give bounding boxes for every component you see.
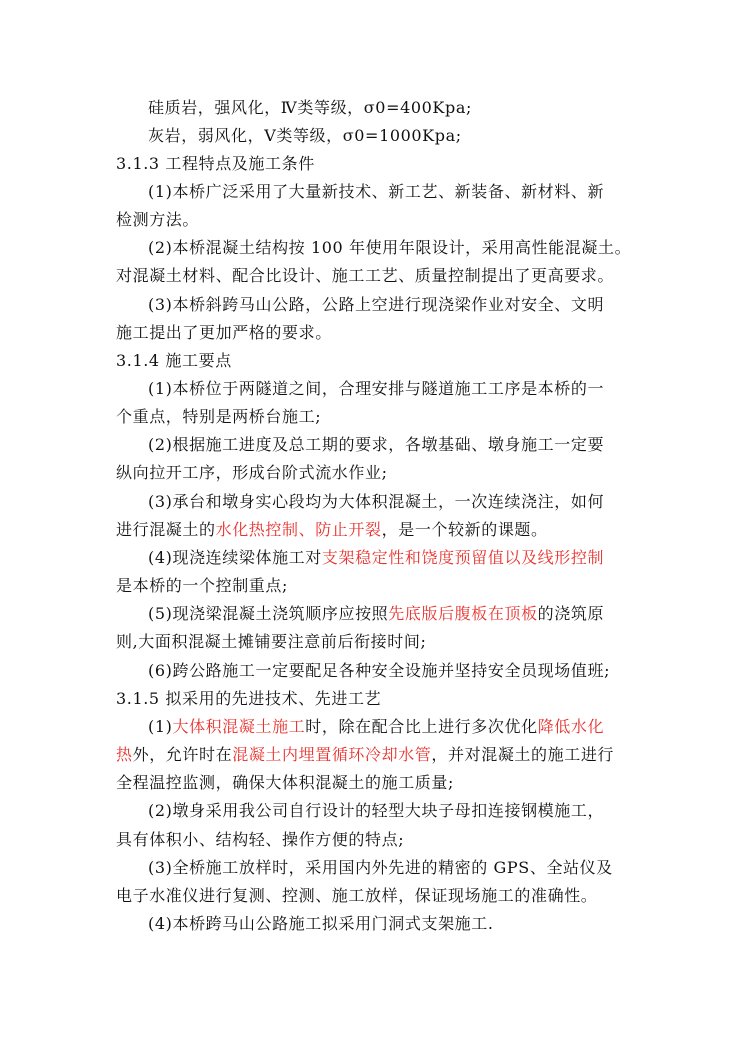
s315-para-1-line-3: 全程温控监测，确保大体积混凝土的施工质量; [116,773,454,792]
s315-para-1-text-d: ，并对混凝土的施工进行 [431,745,615,764]
s314-para-3-line-1: (3)承台和墩身实心段均为大体积混凝土，一次连续浇注，如何 [148,492,605,511]
s314-para-1-line-2: 个重点，特别是两桥台施工; [116,407,322,426]
s315-para-1-text-c: 外，允许时在 [132,745,233,764]
s315-para-1-text-b: 时，除在配合比上进行多次优化 [305,717,538,736]
s314-para-5-text-a: (5)现浇梁混凝土浇筑顺序应按照 [148,604,389,623]
highlight-mass-concrete: 大体积混凝土施工 [172,717,306,736]
s314-para-5-line-1 [148,604,604,624]
highlight-reduce-hydration-2: 热 [116,745,133,764]
geology-line-1: 硅质岩，强风化，Ⅳ类等级，σ0=400Kpa; [148,98,472,117]
s314-para-3-text-a: 进行混凝土的 [116,520,216,539]
s315-para-1-text-a: (1) [148,717,173,736]
s315-para-1-line-1 [148,717,604,737]
section-heading-3-1-4: 3.1.4 施工要点 [116,351,232,370]
s315-para-1-line-2 [116,745,614,765]
s315-para-3-line-1: (3)全桥施工放样时，采用国内外先进的精密的 GPS、全站仪及 [148,858,613,877]
highlight-support-stability: 支架稳定性和饶度预留值以及线形控制 [321,548,605,567]
s314-para-4-line-1 [148,548,604,568]
s313-para-3-line-1: (3)本桥斜跨马山公路，公路上空进行现浇梁作业对安全、文明 [148,295,605,314]
s314-para-1-line-1: (1)本桥位于两隧道之间，合理安排与隧道施工工序是本桥的一 [148,379,605,398]
s314-para-2-line-1: (2)根据施工进度及总工期的要求，各墩基础、墩身施工一定要 [148,435,605,454]
s313-para-1-line-2: 检测方法。 [116,210,200,229]
geology-line-2: 灰岩，弱风化，Ⅴ类等级，σ0=1000Kpa; [148,126,462,145]
s313-para-1-line-1: (1)本桥广泛采用了大量新技术、新工艺、新装备、新材料、新 [148,182,605,201]
highlight-cooling-pipes: 混凝土内埋置循环冷却水管 [232,745,432,764]
s313-para-3-line-2: 施工提出了更加严格的要求。 [116,323,332,342]
section-heading-3-1-5: 3.1.5 拟采用的先进技术、先进工艺 [116,689,382,708]
highlight-hydration-heat-control: 水化热控制、防止开裂 [215,520,382,539]
s314-para-5-text-b: 的浇筑原 [537,604,605,623]
s313-para-2-line-1: (2)本桥混凝土结构按 100 年使用年限设计，采用高性能混凝土。 [148,238,632,257]
s315-para-2-line-2: 具有体积小、结构轻、操作方便的特点; [116,830,405,849]
s315-para-3-line-2: 电子水准仪进行复测、控测、施工放样，保证现场施工的准确性。 [116,886,598,905]
s314-para-3-line-2 [116,520,548,540]
section-heading-3-1-3: 3.1.3 工程特点及施工条件 [116,154,315,173]
s315-para-2-line-1: (2)墩身采用我公司自行设计的轻型大块子母扣连接钢模施工， [148,801,605,820]
highlight-reduce-hydration-1: 降低水化 [537,717,605,736]
s314-para-4-text-a: (4)现浇连续梁体施工对 [148,548,322,567]
s314-para-3-text-b: ，是一个较新的课题。 [381,520,548,539]
highlight-pouring-sequence: 先底版后腹板在顶板 [388,604,538,623]
s315-para-4-line-1: (4)本桥跨马山公路施工拟采用门洞式支架施工. [148,914,494,933]
s314-para-6-line-1: (6)跨公路施工一定要配足各种安全设施并坚持安全员现场值班; [148,661,611,680]
s314-para-2-line-2: 纵向拉开工序，形成台阶式流水作业; [116,463,388,482]
s314-para-5-line-2: 则,大面积混凝土摊铺要注意前后衔接时间; [116,632,427,651]
s313-para-2-line-2: 对混凝土材料、配合比设计、施工工艺、质量控制提出了更高要求。 [116,266,615,285]
s314-para-4-line-2: 是本桥的一个控制重点; [116,576,288,595]
